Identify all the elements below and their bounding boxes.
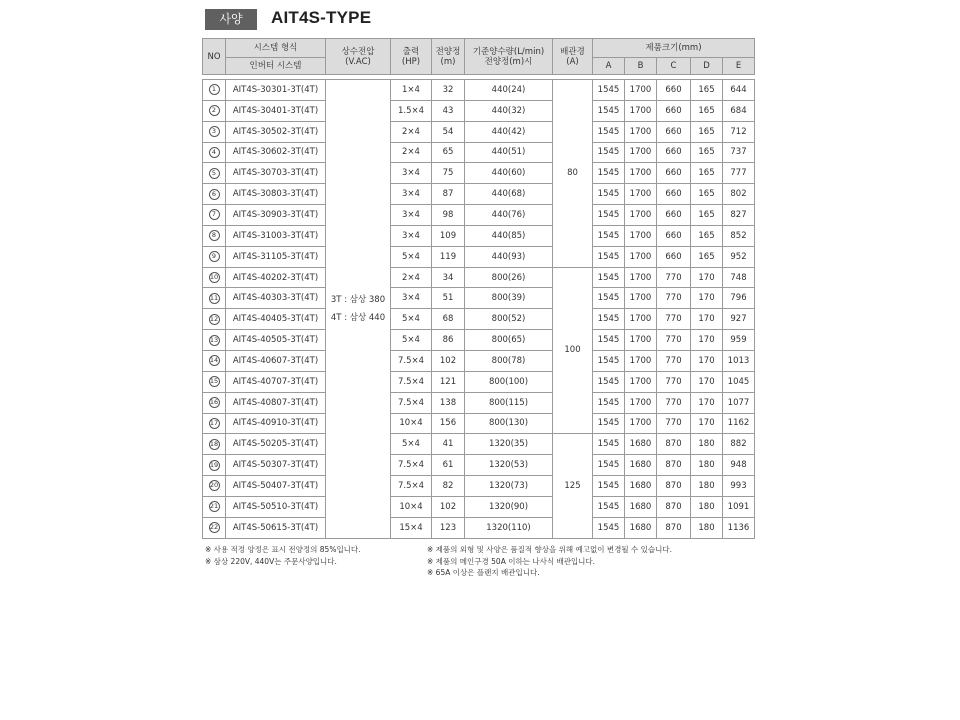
note: ※ 제품의 메인구경 50A 이하는 나사식 배관입니다. xyxy=(427,556,596,566)
cell-size-a: 1545 xyxy=(593,184,625,205)
cell-size-a: 1545 xyxy=(593,205,625,226)
cell-size-c: 660 xyxy=(657,184,691,205)
cell-size-e: 1077 xyxy=(723,392,755,413)
cell-size-c: 870 xyxy=(657,476,691,497)
cell-size-d: 165 xyxy=(691,205,723,226)
cell-pipe: 100 xyxy=(553,267,593,434)
cell-flow: 800(115) xyxy=(465,392,553,413)
cell-size-a: 1545 xyxy=(593,121,625,142)
cell-size-b: 1700 xyxy=(625,225,657,246)
cell-no xyxy=(203,413,226,434)
cell-head: 138 xyxy=(432,392,465,413)
cell-size-c: 770 xyxy=(657,267,691,288)
cell-output: 10×4 xyxy=(391,496,432,517)
cell-size-a: 1545 xyxy=(593,434,625,455)
cell-size-c: 660 xyxy=(657,80,691,101)
cell-size-b: 1700 xyxy=(625,184,657,205)
row-number-badge: 9 xyxy=(209,251,220,262)
cell-flow: 440(76) xyxy=(465,205,553,226)
header-size-d: D xyxy=(691,58,723,75)
cell-head: 34 xyxy=(432,267,465,288)
cell-size-a: 1545 xyxy=(593,476,625,497)
cell-flow: 1320(90) xyxy=(465,496,553,517)
cell-head: 51 xyxy=(432,288,465,309)
cell-model: AIT4S-30803-3T(4T) xyxy=(226,184,326,205)
row-number-badge: 21 xyxy=(209,502,219,511)
cell-head: 61 xyxy=(432,455,465,476)
cell-size-b: 1700 xyxy=(625,205,657,226)
cell-flow: 440(60) xyxy=(465,163,553,184)
cell-size-b: 1700 xyxy=(625,80,657,101)
cell-size-d: 170 xyxy=(691,267,723,288)
note: ※ 사용 적정 양정은 표시 전양정의 85%입니다. xyxy=(205,545,361,554)
cell-size-e: 712 xyxy=(723,121,755,142)
cell-size-d: 170 xyxy=(691,392,723,413)
cell-size-e: 927 xyxy=(723,309,755,330)
cell-output: 3×4 xyxy=(391,163,432,184)
table-row xyxy=(203,350,755,371)
cell-output: 5×4 xyxy=(391,330,432,351)
row-number-badge: 18 xyxy=(209,439,219,448)
cell-size-d: 165 xyxy=(691,100,723,121)
cell-output: 10×4 xyxy=(391,413,432,434)
cell-size-e: 796 xyxy=(723,288,755,309)
table-row xyxy=(203,517,755,538)
cell-flow: 440(24) xyxy=(465,80,553,101)
cell-size-a: 1545 xyxy=(593,246,625,267)
cell-size-c: 770 xyxy=(657,371,691,392)
cell-size-e: 684 xyxy=(723,100,755,121)
cell-flow: 440(32) xyxy=(465,100,553,121)
table-row xyxy=(203,413,755,434)
header-size-a: A xyxy=(593,58,625,75)
row-number-badge: 20 xyxy=(209,481,219,490)
cell-no xyxy=(203,121,226,142)
cell-head: 102 xyxy=(432,350,465,371)
table-row xyxy=(203,288,755,309)
cell-output: 15×4 xyxy=(391,517,432,538)
cell-voltage xyxy=(326,80,391,539)
header-output: 출력 (HP) xyxy=(391,39,432,75)
cell-size-c: 660 xyxy=(657,142,691,163)
row-number-badge: 3 xyxy=(209,126,220,137)
cell-size-b: 1700 xyxy=(625,121,657,142)
cell-size-d: 165 xyxy=(691,142,723,163)
cell-no xyxy=(203,225,226,246)
row-number-badge: 19 xyxy=(209,460,219,469)
row-number-badge: 14 xyxy=(209,356,219,365)
row-number-badge: 7 xyxy=(209,209,220,220)
cell-size-b: 1700 xyxy=(625,163,657,184)
page-title: AIT4S-TYPE xyxy=(271,8,372,27)
cell-size-a: 1545 xyxy=(593,225,625,246)
cell-model: AIT4S-30502-3T(4T) xyxy=(226,121,326,142)
cell-output: 3×4 xyxy=(391,288,432,309)
cell-model: AIT4S-31105-3T(4T) xyxy=(226,246,326,267)
cell-flow: 800(26) xyxy=(465,267,553,288)
cell-output: 2×4 xyxy=(391,121,432,142)
cell-no xyxy=(203,80,226,101)
cell-flow: 440(68) xyxy=(465,184,553,205)
cell-model: AIT4S-50205-3T(4T) xyxy=(226,434,326,455)
cell-size-e: 882 xyxy=(723,434,755,455)
notes-right xyxy=(427,544,672,579)
cell-head: 98 xyxy=(432,205,465,226)
cell-size-d: 170 xyxy=(691,371,723,392)
cell-size-c: 660 xyxy=(657,246,691,267)
cell-size-e: 1091 xyxy=(723,496,755,517)
cell-size-c: 770 xyxy=(657,288,691,309)
cell-size-c: 660 xyxy=(657,100,691,121)
cell-output: 1×4 xyxy=(391,80,432,101)
table-row xyxy=(203,476,755,497)
cell-model: AIT4S-40303-3T(4T) xyxy=(226,288,326,309)
row-number-badge: 1 xyxy=(209,84,220,95)
cell-size-e: 1162 xyxy=(723,413,755,434)
cell-size-d: 180 xyxy=(691,496,723,517)
cell-size-b: 1700 xyxy=(625,246,657,267)
cell-head: 123 xyxy=(432,517,465,538)
cell-head: 54 xyxy=(432,121,465,142)
cell-head: 109 xyxy=(432,225,465,246)
cell-size-e: 802 xyxy=(723,184,755,205)
cell-flow: 800(78) xyxy=(465,350,553,371)
notes-left xyxy=(205,544,361,567)
row-number-badge: 10 xyxy=(209,273,219,282)
cell-size-d: 170 xyxy=(691,309,723,330)
cell-output: 2×4 xyxy=(391,142,432,163)
cell-output: 5×4 xyxy=(391,309,432,330)
header-flow: 기준양수량(L/min) 전양정(m)시 xyxy=(465,39,553,75)
cell-size-a: 1545 xyxy=(593,163,625,184)
cell-model: AIT4S-30602-3T(4T) xyxy=(226,142,326,163)
note: ※ 삼상 220V, 440V는 주문사양입니다. xyxy=(205,556,337,566)
note: ※ 65A 이상은 플랜지 배관입니다. xyxy=(427,568,540,577)
cell-size-e: 644 xyxy=(723,80,755,101)
header-inverter-system: 인버터 시스템 xyxy=(226,58,326,75)
cell-flow: 1320(73) xyxy=(465,476,553,497)
cell-size-d: 170 xyxy=(691,330,723,351)
cell-size-c: 770 xyxy=(657,392,691,413)
cell-no xyxy=(203,100,226,121)
cell-size-d: 180 xyxy=(691,517,723,538)
cell-size-c: 870 xyxy=(657,434,691,455)
voltage-4t: 4T : 삼상 440 xyxy=(330,312,386,323)
table-row xyxy=(203,330,755,351)
header-head: 전양정 (m) xyxy=(432,39,465,75)
cell-flow: 440(93) xyxy=(465,246,553,267)
cell-no xyxy=(203,330,226,351)
cell-model: AIT4S-30903-3T(4T) xyxy=(226,205,326,226)
cell-size-d: 165 xyxy=(691,121,723,142)
row-number-badge: 5 xyxy=(209,168,220,179)
cell-size-b: 1700 xyxy=(625,309,657,330)
cell-model: AIT4S-40505-3T(4T) xyxy=(226,330,326,351)
cell-size-c: 770 xyxy=(657,330,691,351)
row-number-badge: 2 xyxy=(209,105,220,116)
cell-output: 7.5×4 xyxy=(391,476,432,497)
cell-flow: 800(130) xyxy=(465,413,553,434)
cell-size-b: 1700 xyxy=(625,142,657,163)
cell-flow: 800(39) xyxy=(465,288,553,309)
cell-no xyxy=(203,205,226,226)
row-number-badge: 17 xyxy=(209,418,219,427)
row-number-badge: 8 xyxy=(209,230,220,241)
cell-size-d: 180 xyxy=(691,434,723,455)
cell-model: AIT4S-30401-3T(4T) xyxy=(226,100,326,121)
cell-size-b: 1700 xyxy=(625,267,657,288)
section-tag: 사양 xyxy=(205,9,257,30)
cell-flow: 1320(110) xyxy=(465,517,553,538)
cell-flow: 440(85) xyxy=(465,225,553,246)
table-row xyxy=(203,225,755,246)
header-pipe: 배관경 (A) xyxy=(553,39,593,75)
row-number-badge: 11 xyxy=(209,293,219,302)
spec-table-body xyxy=(203,75,755,539)
cell-no xyxy=(203,309,226,330)
cell-head: 68 xyxy=(432,309,465,330)
cell-size-a: 1545 xyxy=(593,392,625,413)
cell-head: 41 xyxy=(432,434,465,455)
cell-no xyxy=(203,163,226,184)
cell-size-e: 948 xyxy=(723,455,755,476)
cell-no xyxy=(203,288,226,309)
cell-model: AIT4S-40910-3T(4T) xyxy=(226,413,326,434)
table-row xyxy=(203,455,755,476)
cell-size-e: 852 xyxy=(723,225,755,246)
cell-output: 7.5×4 xyxy=(391,455,432,476)
row-number-badge: 22 xyxy=(209,523,219,532)
cell-size-a: 1545 xyxy=(593,413,625,434)
table-row xyxy=(203,267,755,288)
cell-flow: 1320(53) xyxy=(465,455,553,476)
cell-size-b: 1680 xyxy=(625,496,657,517)
cell-model: AIT4S-40807-3T(4T) xyxy=(226,392,326,413)
cell-size-b: 1700 xyxy=(625,288,657,309)
cell-output: 3×4 xyxy=(391,184,432,205)
cell-pipe: 125 xyxy=(553,434,593,538)
cell-size-d: 180 xyxy=(691,476,723,497)
cell-size-a: 1545 xyxy=(593,371,625,392)
row-number-badge: 4 xyxy=(209,147,220,158)
cell-head: 32 xyxy=(432,80,465,101)
cell-size-a: 1545 xyxy=(593,455,625,476)
header-size-e: E xyxy=(723,58,755,75)
cell-head: 86 xyxy=(432,330,465,351)
cell-size-e: 777 xyxy=(723,163,755,184)
cell-size-a: 1545 xyxy=(593,288,625,309)
cell-size-c: 660 xyxy=(657,205,691,226)
cell-size-b: 1700 xyxy=(625,100,657,121)
header-system-type: 시스템 형식 xyxy=(226,39,326,58)
row-number-badge: 13 xyxy=(209,335,219,344)
cell-head: 121 xyxy=(432,371,465,392)
cell-size-e: 827 xyxy=(723,205,755,226)
cell-size-e: 993 xyxy=(723,476,755,497)
cell-model: AIT4S-50307-3T(4T) xyxy=(226,455,326,476)
cell-no xyxy=(203,246,226,267)
cell-head: 65 xyxy=(432,142,465,163)
cell-head: 102 xyxy=(432,496,465,517)
cell-head: 119 xyxy=(432,246,465,267)
cell-size-e: 1045 xyxy=(723,371,755,392)
table-row xyxy=(203,371,755,392)
cell-size-d: 165 xyxy=(691,184,723,205)
cell-model: AIT4S-40707-3T(4T) xyxy=(226,371,326,392)
header-size-b: B xyxy=(625,58,657,75)
cell-output: 5×4 xyxy=(391,246,432,267)
cell-head: 156 xyxy=(432,413,465,434)
cell-flow: 800(65) xyxy=(465,330,553,351)
cell-model: AIT4S-30703-3T(4T) xyxy=(226,163,326,184)
table-row xyxy=(203,309,755,330)
cell-flow: 440(51) xyxy=(465,142,553,163)
cell-size-a: 1545 xyxy=(593,142,625,163)
cell-size-d: 170 xyxy=(691,350,723,371)
cell-output: 3×4 xyxy=(391,225,432,246)
cell-size-e: 737 xyxy=(723,142,755,163)
cell-model: AIT4S-50615-3T(4T) xyxy=(226,517,326,538)
cell-size-d: 165 xyxy=(691,80,723,101)
cell-size-b: 1700 xyxy=(625,392,657,413)
cell-size-c: 870 xyxy=(657,455,691,476)
cell-model: AIT4S-50510-3T(4T) xyxy=(226,496,326,517)
row-number-badge: 15 xyxy=(209,377,219,386)
cell-size-e: 1013 xyxy=(723,350,755,371)
header-size: 제품크기(mm) xyxy=(593,39,755,58)
cell-size-c: 660 xyxy=(657,121,691,142)
cell-head: 43 xyxy=(432,100,465,121)
table-row xyxy=(203,163,755,184)
cell-no xyxy=(203,371,226,392)
cell-size-d: 170 xyxy=(691,413,723,434)
cell-size-c: 770 xyxy=(657,413,691,434)
cell-no xyxy=(203,455,226,476)
row-number-badge: 16 xyxy=(209,398,219,407)
cell-size-a: 1545 xyxy=(593,267,625,288)
cell-size-b: 1680 xyxy=(625,517,657,538)
cell-no xyxy=(203,184,226,205)
cell-size-e: 952 xyxy=(723,246,755,267)
cell-size-b: 1700 xyxy=(625,413,657,434)
cell-head: 75 xyxy=(432,163,465,184)
cell-model: AIT4S-40202-3T(4T) xyxy=(226,267,326,288)
note: ※ 제품의 외형 및 사양은 품질적 향상을 위해 예고없이 변경될 수 있습니다. xyxy=(427,545,672,554)
row-number-badge: 12 xyxy=(209,314,219,323)
table-row xyxy=(203,496,755,517)
cell-size-b: 1700 xyxy=(625,350,657,371)
table-row xyxy=(203,246,755,267)
cell-size-a: 1545 xyxy=(593,496,625,517)
cell-model: AIT4S-30301-3T(4T) xyxy=(226,80,326,101)
cell-size-a: 1545 xyxy=(593,350,625,371)
cell-head: 87 xyxy=(432,184,465,205)
cell-no xyxy=(203,392,226,413)
cell-size-d: 180 xyxy=(691,455,723,476)
cell-size-c: 770 xyxy=(657,309,691,330)
row-number-badge: 6 xyxy=(209,189,220,200)
cell-size-a: 1545 xyxy=(593,80,625,101)
cell-flow: 800(52) xyxy=(465,309,553,330)
cell-model: AIT4S-50407-3T(4T) xyxy=(226,476,326,497)
cell-output: 7.5×4 xyxy=(391,371,432,392)
table-row xyxy=(203,184,755,205)
cell-size-b: 1680 xyxy=(625,455,657,476)
cell-output: 1.5×4 xyxy=(391,100,432,121)
cell-head: 82 xyxy=(432,476,465,497)
cell-flow: 800(100) xyxy=(465,371,553,392)
cell-no xyxy=(203,434,226,455)
cell-size-b: 1680 xyxy=(625,434,657,455)
cell-model: AIT4S-40405-3T(4T) xyxy=(226,309,326,330)
cell-output: 7.5×4 xyxy=(391,392,432,413)
table-row xyxy=(203,121,755,142)
cell-size-e: 959 xyxy=(723,330,755,351)
cell-size-e: 1136 xyxy=(723,517,755,538)
cell-no xyxy=(203,267,226,288)
cell-no xyxy=(203,350,226,371)
cell-size-b: 1700 xyxy=(625,371,657,392)
voltage-3t: 3T : 삼상 380 xyxy=(330,294,386,305)
table-row xyxy=(203,392,755,413)
table-row xyxy=(203,80,755,101)
cell-size-c: 770 xyxy=(657,350,691,371)
cell-size-e: 748 xyxy=(723,267,755,288)
table-row xyxy=(203,205,755,226)
header-size-c: C xyxy=(657,58,691,75)
cell-size-d: 165 xyxy=(691,163,723,184)
table-row xyxy=(203,434,755,455)
cell-output: 3×4 xyxy=(391,205,432,226)
cell-size-c: 870 xyxy=(657,517,691,538)
cell-model: AIT4S-31003-3T(4T) xyxy=(226,225,326,246)
table-row xyxy=(203,142,755,163)
cell-size-a: 1545 xyxy=(593,309,625,330)
cell-size-d: 170 xyxy=(691,288,723,309)
spec-table xyxy=(202,38,755,539)
cell-size-c: 660 xyxy=(657,163,691,184)
cell-size-d: 165 xyxy=(691,246,723,267)
cell-size-c: 660 xyxy=(657,225,691,246)
cell-no xyxy=(203,496,226,517)
header-voltage: 상수전압 (V.AC) xyxy=(326,39,391,75)
cell-size-c: 870 xyxy=(657,496,691,517)
cell-no xyxy=(203,142,226,163)
cell-no xyxy=(203,517,226,538)
cell-flow: 1320(35) xyxy=(465,434,553,455)
header-no: NO xyxy=(203,39,226,75)
cell-pipe: 80 xyxy=(553,80,593,268)
cell-output: 5×4 xyxy=(391,434,432,455)
cell-output: 7.5×4 xyxy=(391,350,432,371)
cell-size-b: 1680 xyxy=(625,476,657,497)
cell-model: AIT4S-40607-3T(4T) xyxy=(226,350,326,371)
table-row xyxy=(203,100,755,121)
cell-flow: 440(42) xyxy=(465,121,553,142)
cell-size-a: 1545 xyxy=(593,330,625,351)
cell-size-a: 1545 xyxy=(593,100,625,121)
cell-size-b: 1700 xyxy=(625,330,657,351)
cell-size-d: 165 xyxy=(691,225,723,246)
cell-size-a: 1545 xyxy=(593,517,625,538)
cell-no xyxy=(203,476,226,497)
cell-output: 2×4 xyxy=(391,267,432,288)
